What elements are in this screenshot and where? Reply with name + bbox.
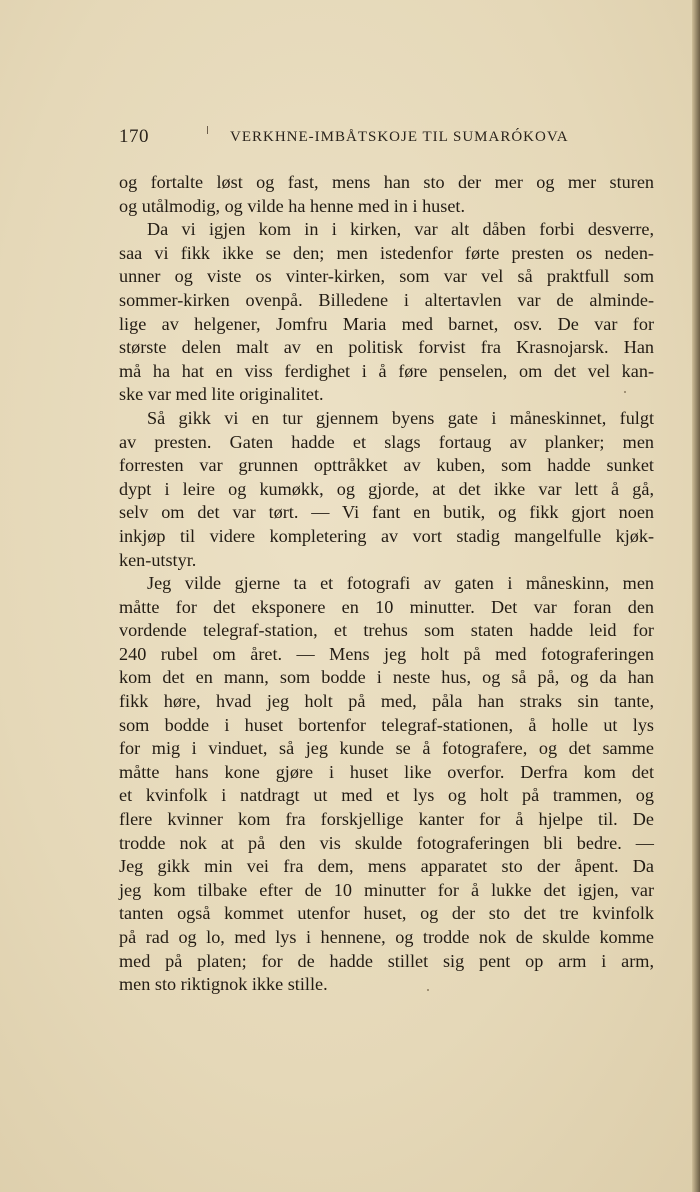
text-line: ken-utstyr. xyxy=(119,549,197,570)
text-line: lige av helgener, Jomfru Maria med barnet, osv. De var for xyxy=(119,313,654,334)
text-line: vordende telegraf-station, et trehus som staten hadde leid for xyxy=(119,620,654,641)
text-line: et kvinfolk i natdragt ut med et lys og holt på trammen, og xyxy=(119,785,654,806)
text-line: unner og viste os vinter-kirken, som var vel så praktfull som xyxy=(119,266,654,287)
page-edge-shadow xyxy=(692,0,700,1192)
text-line: Jeg vilde gjerne ta et fotografi av gaten i måneskinn, men xyxy=(147,573,654,594)
text-line: jeg kom tilbake efter de 10 minutter for å lukke det igjen, var xyxy=(119,879,654,900)
text-line: 240 rubel om året. — Mens jeg holt på med fotograferingen xyxy=(119,643,654,664)
text-line: og fortalte løst og fast, mens han sto der mer og mer sturen xyxy=(119,172,654,192)
text-line: saa vi fikk ikke se den; men istedenfor førte presten os neden- xyxy=(119,242,654,263)
text-line: kom det en mann, som bodde i neste hus, og så på, og da han xyxy=(119,667,654,688)
text-line: inkjøp til videre kompletering av vort stadig mangelfulle kjøk- xyxy=(119,525,654,546)
text-line: selv om det var tørt. — Vi fant en butik, og fikk gjort noen xyxy=(119,502,654,523)
print-mark xyxy=(207,126,208,134)
text-line: med på platen; for de hadde stillet sig pent op arm i arm, xyxy=(119,950,654,971)
text-line: ske var med lite originalitet. xyxy=(119,384,324,405)
paper-speck xyxy=(624,391,626,393)
text-line: måtte for det eksponere en 10 minutter. Det var foran den xyxy=(119,596,654,617)
text-line: på rad og lo, med lys i hennene, og trodde nok de skulde komme xyxy=(119,927,654,947)
text-line: Så gikk vi en tur gjennem byens gate i måneskinnet, fulgt xyxy=(147,407,654,428)
paper-speck xyxy=(427,989,429,991)
text-line: men sto riktignok ikke stille. xyxy=(119,974,328,995)
text-line: flere kvinner kom fra forskjellige kanter for å hjelpe til. De xyxy=(119,809,654,830)
body-text xyxy=(119,171,654,997)
text-line: Jeg gikk min vei fra dem, mens apparatet sto der åpent. Da xyxy=(119,856,654,877)
text-line: for mig i vinduet, så jeg kunde se å fotografere, og det samme xyxy=(119,738,654,759)
text-line: største delen malt av en politisk forvist fra Krasnojarsk. Han xyxy=(119,337,654,358)
text-line: Da vi igjen kom in i kirken, var alt dåben forbi desverre, xyxy=(147,219,654,240)
text-line: sommer-kirken ovenpå. Billedene i altertavlen var de alminde- xyxy=(119,289,654,310)
text-line: av presten. Gaten hadde et slags fortaug av planker; men xyxy=(119,431,654,452)
text-line: forresten var grunnen opttråkket av kuben, som hadde sunket xyxy=(119,455,654,476)
running-head: VERKHNE-IMBÅTSKOJE TIL SUMARÓKOVA xyxy=(230,129,569,145)
text-line: og utålmodig, og vilde ha henne med in i huset. xyxy=(119,195,466,216)
text-line: trodde nok at på den vis skulde fotograferingen bli bedre. — xyxy=(119,832,654,853)
text-line: må ha hat en viss ferdighet i å føre penselen, om det vel kan- xyxy=(119,360,654,381)
text-line: måtte hans kone gjøre i huset like overfor. Derfra kom det xyxy=(119,761,654,782)
text-line: fikk høre, hvad jeg holt på med, påla han straks sin tante, xyxy=(119,691,654,712)
text-line: tanten også kommet utenfor huset, og der sto det tre kvinfolk xyxy=(119,903,654,924)
page-number: 170 xyxy=(119,126,149,147)
page-header xyxy=(119,126,619,156)
text-line: dypt i leire og kumøkk, og gjorde, at det ikke var lett å gå, xyxy=(119,478,654,499)
text-line: som bodde i huset bortenfor telegraf-stationen, å holle ut lys xyxy=(119,714,654,735)
